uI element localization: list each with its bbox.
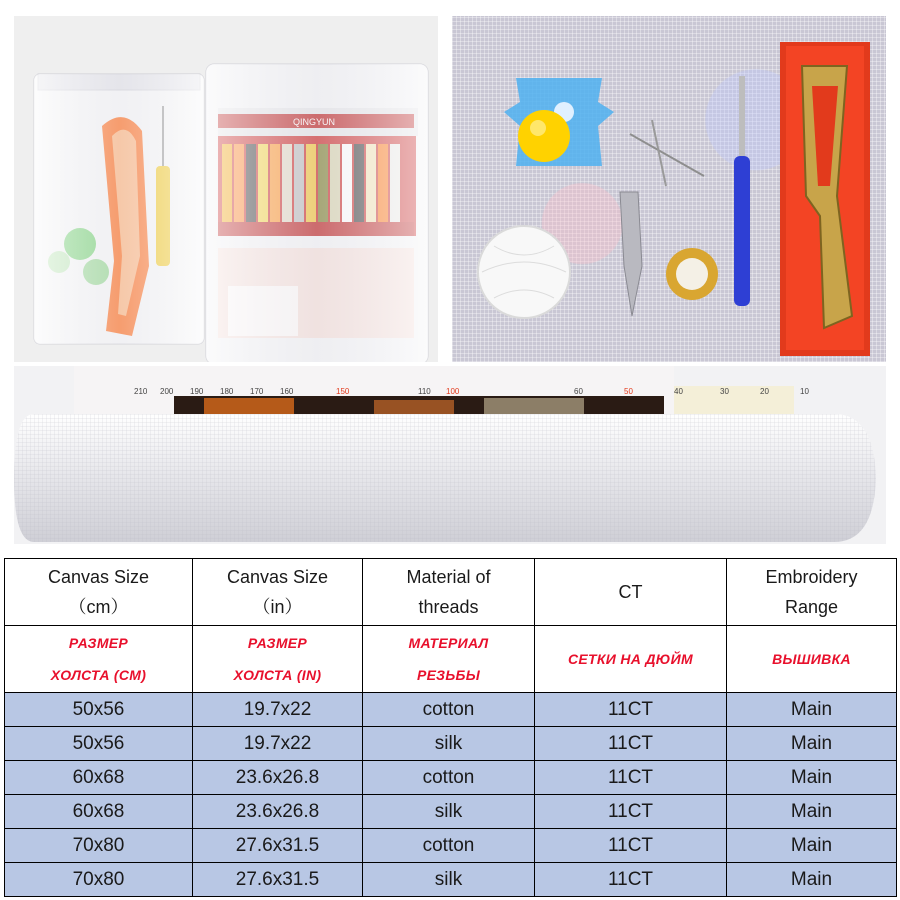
header-canvas-size-in: Canvas Size （in）	[193, 559, 363, 626]
ruler-tick: 110	[418, 387, 431, 396]
header-canvas-size-cm: Canvas Size （cm）	[5, 559, 193, 626]
ruler-tick: 40	[674, 387, 683, 396]
table-row	[5, 693, 897, 727]
cell-range: Main	[727, 795, 897, 829]
ruler-tick: 50	[624, 387, 633, 396]
cell-range: Main	[727, 863, 897, 897]
cell-size-in: 27.6x31.5	[193, 829, 363, 863]
cell-size-in: 23.6x26.8	[193, 795, 363, 829]
cell-size-cm: 50x56	[5, 727, 193, 761]
cell-ct: 11CT	[535, 863, 727, 897]
cell-size-in: 19.7x22	[193, 727, 363, 761]
cell-range: Main	[727, 829, 897, 863]
table-row	[5, 795, 897, 829]
table-row	[5, 829, 897, 863]
yellow-pompom	[518, 110, 570, 162]
cell-range: Main	[727, 761, 897, 795]
header-material: Material of threads	[363, 559, 535, 626]
seam-ripper	[734, 156, 750, 306]
header-ru-ct: СЕТКИ НА ДЮЙМ	[535, 626, 727, 693]
packaged-kit-illustration	[14, 16, 438, 362]
ruler-tick: 160	[280, 387, 294, 396]
cell-material: silk	[363, 795, 535, 829]
ruler-tick: 200	[160, 387, 174, 396]
cell-size-cm: 70x80	[5, 863, 193, 897]
cell-material: silk	[363, 863, 535, 897]
rolled-canvas-illustration	[14, 366, 886, 544]
cell-size-cm: 50x56	[5, 693, 193, 727]
header-ru-canvas-size-cm: РАЗМЕР ХОЛСТА (CM)	[5, 626, 193, 693]
table-row	[5, 863, 897, 897]
ruler-tick: 190	[190, 387, 204, 396]
ruler-tick: 210	[134, 387, 148, 396]
ruler-tick: 20	[760, 387, 769, 396]
ruler-tick: 170	[250, 387, 264, 396]
ruler-tick: 30	[720, 387, 729, 396]
ruler-tick: 180	[220, 387, 234, 396]
table-header-row-english	[5, 559, 897, 626]
cell-ct: 11CT	[535, 829, 727, 863]
cell-size-in: 27.6x31.5	[193, 863, 363, 897]
header-embroidery-range: Embroidery Range	[727, 559, 897, 626]
cell-size-cm: 70x80	[5, 829, 193, 863]
pincushion	[478, 226, 570, 318]
cell-ct: 11CT	[535, 727, 727, 761]
cell-material: cotton	[363, 829, 535, 863]
cell-size-in: 23.6x26.8	[193, 761, 363, 795]
cell-size-cm: 60x68	[5, 761, 193, 795]
ruler-tick: 60	[574, 387, 583, 396]
cell-range: Main	[727, 693, 897, 727]
photo-rolled-canvas	[14, 366, 886, 544]
size-specification-table	[4, 558, 897, 897]
ruler-tick: 150	[336, 387, 350, 396]
cell-material: cotton	[363, 761, 535, 795]
cell-range: Main	[727, 727, 897, 761]
header-ru-material: МАТЕРИАЛ РЕЗЬБЫ	[363, 626, 535, 693]
ruler-tick: 100	[446, 387, 460, 396]
table-row	[5, 727, 897, 761]
header-ru-canvas-size-in: РАЗМЕР ХОЛСТА (IN)	[193, 626, 363, 693]
cell-ct: 11CT	[535, 693, 727, 727]
cell-size-cm: 60x68	[5, 795, 193, 829]
table-row	[5, 761, 897, 795]
tools-illustration	[452, 16, 886, 362]
cell-size-in: 19.7x22	[193, 693, 363, 727]
header-ru-embroidery-range: ВЫШИВКА	[727, 626, 897, 693]
photo-packaged-kit	[14, 16, 438, 362]
photo-tools-on-canvas	[452, 16, 886, 362]
table-header-row-russian	[5, 626, 897, 693]
cell-ct: 11CT	[535, 761, 727, 795]
ruler-tick: 10	[800, 387, 809, 396]
cell-ct: 11CT	[535, 795, 727, 829]
header-ct: CT	[535, 559, 727, 626]
cell-material: silk	[363, 727, 535, 761]
cell-material: cotton	[363, 693, 535, 727]
